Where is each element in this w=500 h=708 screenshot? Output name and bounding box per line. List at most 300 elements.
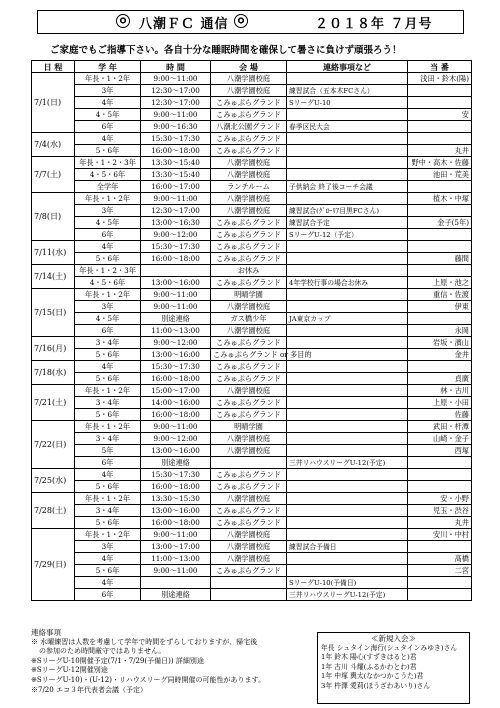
staff-cell: 林・古川 xyxy=(408,385,472,397)
venue-cell: こみゅぷらグランド xyxy=(211,517,287,529)
schedule-row xyxy=(32,109,472,121)
date-cell: 7/18(水) xyxy=(32,361,75,385)
schedule-row xyxy=(32,277,472,289)
grade-cell: 4年 xyxy=(75,469,141,481)
grade-cell: 年長・1・2・3年 xyxy=(75,157,141,169)
header-grade: 学 年 xyxy=(75,61,141,73)
venue-cell: 八潮学園校庭 xyxy=(211,205,287,217)
time-cell: 13:30～15:40 xyxy=(141,157,211,169)
schedule-row xyxy=(32,229,472,241)
schedule-row xyxy=(32,205,472,217)
venue-cell: 八潮学園校庭 xyxy=(211,301,287,313)
venue-cell: こみゅぷらグランド xyxy=(211,409,287,421)
staff-cell xyxy=(408,85,472,97)
grade-cell: 3年 xyxy=(75,301,141,313)
new-member-line: 1年 古川 斗耀(ふるかわとわ)君 xyxy=(321,662,417,671)
grade-cell: 3・4年 xyxy=(75,397,141,409)
contact-cell xyxy=(287,337,408,349)
time-cell: 12:30～17:00 xyxy=(141,205,211,217)
schedule-row xyxy=(32,337,472,349)
grade-cell: 年長・1・2年 xyxy=(75,421,141,433)
grade-cell: 6年 xyxy=(75,457,141,469)
schedule-row xyxy=(32,505,472,517)
schedule-row xyxy=(32,517,472,529)
new-members-heading: ≪新規入会≫ xyxy=(371,634,416,643)
schedule-row xyxy=(32,481,472,493)
staff-cell xyxy=(408,481,472,493)
staff-cell: 伊東 xyxy=(408,301,472,313)
venue-cell: 明晴学園 xyxy=(211,421,287,433)
contact-cell: 練習試合予定 xyxy=(287,217,408,229)
contact-cell xyxy=(287,433,408,445)
venue-cell: 八潮学園校庭 xyxy=(211,529,287,541)
staff-cell: 上原・池之 xyxy=(408,277,472,289)
contact-cell xyxy=(287,445,408,457)
date-cell: 7/25(水) xyxy=(32,469,75,493)
staff-cell xyxy=(408,97,472,109)
schedule-row xyxy=(32,349,472,361)
contact-cell xyxy=(287,421,408,433)
date-cell: 7/29(日) xyxy=(32,529,75,601)
time-cell: 13:30～15:40 xyxy=(141,169,211,181)
staff-cell: 野中・高木・佐藤 xyxy=(408,157,472,169)
contact-section xyxy=(31,628,321,695)
schedule-table xyxy=(31,60,472,601)
staff-cell: 植木・中塚 xyxy=(408,193,472,205)
venue-cell: 八潮学園校庭 xyxy=(211,73,287,85)
grade-cell: 全学年 xyxy=(75,181,141,193)
schedule-row xyxy=(32,457,472,469)
time-cell: 13:00～16:00 xyxy=(141,277,211,289)
contact-cell xyxy=(287,385,408,397)
contact-cell xyxy=(287,253,408,265)
schedule-row xyxy=(32,469,472,481)
venue-cell: 八潮学園校庭 xyxy=(211,193,287,205)
venue-cell: こみゅぷらグランド xyxy=(211,565,287,577)
schedule-row xyxy=(32,193,472,205)
venue-cell: こみゅぷらグランド xyxy=(211,229,287,241)
contact-cell xyxy=(287,241,408,253)
contact-cell xyxy=(287,325,408,337)
time-cell: 16:00～18:00 xyxy=(141,373,211,385)
staff-cell xyxy=(408,265,472,277)
staff-cell: 佐藤 xyxy=(408,409,472,421)
schedule-row xyxy=(32,145,472,157)
contact-cell: 練習試合(ｸﾞﾛｰﾘｱ目黒FCさん) xyxy=(287,205,408,217)
contact-cell xyxy=(287,565,408,577)
venue-cell: 八潮学園校庭 xyxy=(211,445,287,457)
schedule-row xyxy=(32,433,472,445)
time-cell: 13:00～16:00 xyxy=(141,505,211,517)
staff-cell: 浅田・鈴木(陽) xyxy=(408,73,472,85)
staff-cell: 金井 xyxy=(408,349,472,361)
venue-cell: こみゅぷらグランド or 多目的 xyxy=(211,349,287,361)
date-cell: 7/15(日) xyxy=(32,289,75,337)
schedule-row xyxy=(32,421,472,433)
contact-cell: 練習試合（五本木FCさん） xyxy=(287,85,408,97)
venue-cell: 八潮北公園グランド xyxy=(211,121,287,133)
grade-cell: 5・6年 xyxy=(75,145,141,157)
new-member-line: 年長 シュタイン海行(シュタインみゆき)さん xyxy=(321,643,458,652)
grade-cell: 年長・1・2年 xyxy=(75,73,141,85)
schedule-row xyxy=(32,169,472,181)
header-venue: 会 場 xyxy=(211,61,287,73)
issue-date: ２０１８年 ７月号 xyxy=(315,17,433,32)
grade-cell: 5・6年 xyxy=(75,481,141,493)
schedule-body xyxy=(32,73,472,601)
contact-cell: 子供納会 終了後コーチ会議 xyxy=(287,181,408,193)
staff-cell: 貞廣 xyxy=(408,373,472,385)
contact-cell xyxy=(287,169,408,181)
contact-cell xyxy=(287,109,408,121)
contact-cell xyxy=(287,193,408,205)
staff-cell: 金子(5年) xyxy=(408,217,472,229)
venue-cell: こみゅぷらグランド xyxy=(211,109,287,121)
grade-cell: 4年 xyxy=(75,361,141,373)
staff-cell: 武田・杆潭 xyxy=(408,421,472,433)
time-cell: 16:00～18:00 xyxy=(141,145,211,157)
time-cell: 12:30～17:00 xyxy=(141,97,211,109)
schedule-row xyxy=(32,157,472,169)
contact-cell: 春季区民大会 xyxy=(287,121,408,133)
contact-cell xyxy=(287,469,408,481)
date-cell: 7/28(土) xyxy=(32,493,75,529)
staff-cell xyxy=(408,577,472,589)
time-cell: 9:00～11:00 xyxy=(141,289,211,301)
venue-cell: こみゅぷらグランド xyxy=(211,241,287,253)
contact-cell xyxy=(287,553,408,565)
staff-cell: 永岡 xyxy=(408,325,472,337)
schedule-row xyxy=(32,409,472,421)
time-cell: 13:00～17:00 xyxy=(141,541,211,553)
grade-cell: 6年 xyxy=(75,589,141,601)
grade-cell: 6年 xyxy=(75,229,141,241)
venue-cell: お休み xyxy=(211,265,287,277)
time-cell: 9:00～11:00 xyxy=(141,301,211,313)
staff-cell: 西塚 xyxy=(408,445,472,457)
venue-cell: 明晴学園 xyxy=(211,289,287,301)
date-cell: 7/4(水) xyxy=(32,133,75,157)
grade-cell: 年長・1・2年 xyxy=(75,493,141,505)
grade-cell: 5・6年 xyxy=(75,409,141,421)
time-cell: 9:00～11:00 xyxy=(141,529,211,541)
new-member-line: 3年 杵澤 愛莉(ほうざわあいり)さん xyxy=(321,681,431,690)
grade-cell: 3・4年 xyxy=(75,337,141,349)
venue-cell: ランチルーム xyxy=(211,181,287,193)
venue-cell: こみゅぷらグランド xyxy=(211,145,287,157)
title-bar xyxy=(37,10,464,34)
time-cell: 15:30～17:30 xyxy=(141,133,211,145)
schedule-row xyxy=(32,445,472,457)
staff-cell: 二宮 xyxy=(408,565,472,577)
staff-cell: 上原・小田 xyxy=(408,397,472,409)
time-cell: 別途連絡 xyxy=(141,589,211,601)
date-cell: 7/22(日) xyxy=(32,421,75,469)
contact-cell: 三井リハウスリーグU-12(予定) xyxy=(287,589,408,601)
venue-cell: 八潮学園校庭 xyxy=(211,85,287,97)
staff-cell xyxy=(408,229,472,241)
date-cell: 7/1(日) xyxy=(32,73,75,133)
venue-cell xyxy=(211,457,287,469)
grade-cell: 6年 xyxy=(75,121,141,133)
venue-cell: 八潮学園校庭 xyxy=(211,169,287,181)
venue-cell: 八潮学園校庭 xyxy=(211,325,287,337)
time-cell: 11:00～13:00 xyxy=(141,553,211,565)
header-date: 日 程 xyxy=(32,61,75,73)
time-cell: 13:00～16:00 xyxy=(141,445,211,457)
contact-line: ※7/20 エコ３年代表者会議（予定） xyxy=(31,685,147,694)
grade-cell: 3年 xyxy=(75,85,141,97)
contact-cell xyxy=(287,493,408,505)
schedule-row xyxy=(32,265,472,277)
grade-cell: 5・6年 xyxy=(75,517,141,529)
header-time: 時 間 xyxy=(141,61,211,73)
grade-cell: 5・6年 xyxy=(75,565,141,577)
grade-cell: 3年 xyxy=(75,541,141,553)
schedule-row xyxy=(32,253,472,265)
grade-cell: 5・6年 xyxy=(75,373,141,385)
time-cell: 16:00～18:00 xyxy=(141,481,211,493)
staff-cell: 池田・荒美 xyxy=(408,169,472,181)
time-cell: 9:00～11:00 xyxy=(141,565,211,577)
time-cell: 12:30～17:00 xyxy=(141,85,211,97)
grade-cell: 4・5・6年 xyxy=(75,277,141,289)
grade-cell: 年長・1・2年 xyxy=(75,385,141,397)
venue-cell xyxy=(211,589,287,601)
grade-cell: 4年 xyxy=(75,577,141,589)
venue-cell: こみゅぷらグランド xyxy=(211,373,287,385)
contact-cell xyxy=(287,481,408,493)
time-cell: 9:00～12:00 xyxy=(141,433,211,445)
venue-cell: 八潮学園校庭 xyxy=(211,553,287,565)
time-cell: 16:00～18:00 xyxy=(141,253,211,265)
contact-cell xyxy=(287,505,408,517)
date-cell: 7/21(土) xyxy=(32,385,75,421)
time-cell xyxy=(141,577,211,589)
grade-cell: 年長・1・2年 xyxy=(75,529,141,541)
contact-heading: 連絡事項 xyxy=(31,628,61,637)
table-header-row xyxy=(32,61,472,73)
header-staff: 当 番 xyxy=(408,61,472,73)
schedule-row xyxy=(32,181,472,193)
time-cell: 14:00～16:00 xyxy=(141,397,211,409)
contact-line: ※ 水曜練習は人数を考慮して学年で時間をずらしておりますが、帰宅後 xyxy=(31,637,258,646)
time-cell: 13:00～16:30 xyxy=(141,217,211,229)
contact-line: ※SリーグU-10)・(U-12)・リハウスリーグ同時開催の可能性があります。 xyxy=(31,675,265,684)
time-cell: 9:00～11:00 xyxy=(141,193,211,205)
staff-cell xyxy=(408,241,472,253)
new-member-line: 1年 鈴木 陽心(すずきはると)君 xyxy=(321,653,417,662)
staff-cell: 安川・中村 xyxy=(408,529,472,541)
schedule-row xyxy=(32,289,472,301)
time-cell: 13:00～16:00 xyxy=(141,349,211,361)
staff-cell: 丸井 xyxy=(408,517,472,529)
notice-text: ご家庭でもご指導下さい。各自十分な睡眠時間を確保して暑さに負けず頑張ろう！ xyxy=(50,45,402,56)
staff-cell: 安 xyxy=(408,109,472,121)
staff-cell xyxy=(408,133,472,145)
time-cell: 15:30～17:30 xyxy=(141,241,211,253)
contact-cell: 4年学校行事の場合お休み xyxy=(287,277,408,289)
time-cell: 11:00～13:00 xyxy=(141,325,211,337)
new-members-box xyxy=(317,632,470,704)
schedule-row xyxy=(32,241,472,253)
venue-cell: 八潮学園校庭 xyxy=(211,541,287,553)
grade-cell: 4年 xyxy=(75,553,141,565)
time-cell: 9:00～11:00 xyxy=(141,73,211,85)
staff-cell: 髙橋 xyxy=(408,553,472,565)
time-cell: 13:30～15:30 xyxy=(141,493,211,505)
schedule-row xyxy=(32,577,472,589)
venue-cell: こみゅぷらグランド xyxy=(211,133,287,145)
contact-cell: SリーグU-10 xyxy=(287,97,408,109)
time-cell: 9:00～12:00 xyxy=(141,229,211,241)
venue-cell: 八潮学園校庭 xyxy=(211,433,287,445)
venue-cell: 八潮学園校庭 xyxy=(211,385,287,397)
staff-cell: 安・小野 xyxy=(408,493,472,505)
staff-cell xyxy=(408,589,472,601)
contact-line: の参加のため時間厳守ではありません。 xyxy=(39,647,166,656)
header-contact: 連絡事項など xyxy=(287,61,408,73)
grade-cell: 6年 xyxy=(75,325,141,337)
grade-cell: 4年 xyxy=(75,97,141,109)
schedule-row xyxy=(32,373,472,385)
time-cell: 9:00～11:00 xyxy=(141,109,211,121)
schedule-row xyxy=(32,301,472,313)
grade-cell: 4年 xyxy=(75,241,141,253)
contact-cell xyxy=(287,265,408,277)
grade-cell: 4・5年 xyxy=(75,109,141,121)
time-cell: 15:30～17:30 xyxy=(141,469,211,481)
staff-cell: 児玉・渋谷 xyxy=(408,505,472,517)
date-cell: 7/8(日) xyxy=(32,193,75,241)
schedule-row xyxy=(32,385,472,397)
grade-cell: 4年 xyxy=(75,133,141,145)
schedule-row xyxy=(32,217,472,229)
staff-cell xyxy=(408,181,472,193)
schedule-row xyxy=(32,361,472,373)
contact-cell xyxy=(287,517,408,529)
venue-cell: こみゅぷらグランド xyxy=(211,361,287,373)
venue-cell: こみゅぷらグランド xyxy=(211,277,287,289)
staff-cell xyxy=(408,361,472,373)
venue-cell: こみゅぷらグランド xyxy=(211,337,287,349)
soccer-ball-icon xyxy=(234,14,248,28)
staff-cell: 重信・佐渡 xyxy=(408,289,472,301)
contact-cell xyxy=(287,157,408,169)
venue-cell: こみゅぷらグランド xyxy=(211,253,287,265)
contact-cell xyxy=(287,529,408,541)
date-cell: 7/16(月) xyxy=(32,337,75,361)
staff-cell: 岩坂・濱山 xyxy=(408,337,472,349)
staff-cell: 丸井 xyxy=(408,145,472,157)
date-cell: 7/14(土) xyxy=(32,265,75,289)
time-cell xyxy=(141,265,211,277)
time-cell: 16:00～18:00 xyxy=(141,517,211,529)
time-cell: 9:00～16:30 xyxy=(141,121,211,133)
time-cell: 9:00～11:00 xyxy=(141,421,211,433)
grade-cell: 5・6年 xyxy=(75,349,141,361)
schedule-row xyxy=(32,97,472,109)
soccer-ball-icon xyxy=(116,14,130,28)
contact-cell xyxy=(287,73,408,85)
staff-cell xyxy=(408,121,472,133)
staff-cell xyxy=(408,469,472,481)
schedule-row xyxy=(32,397,472,409)
contact-cell xyxy=(287,145,408,157)
schedule-row xyxy=(32,553,472,565)
contact-cell xyxy=(287,397,408,409)
grade-cell: 3・4年 xyxy=(75,505,141,517)
grade-cell: 年長・1・2年 xyxy=(75,193,141,205)
grade-cell: 4・5年 xyxy=(75,313,141,325)
schedule-row xyxy=(32,325,472,337)
staff-cell xyxy=(408,313,472,325)
contact-cell xyxy=(287,133,408,145)
schedule-row xyxy=(32,493,472,505)
contact-line: ※SリーグU-10開催予定(7/1・7/29(予備日)) 詳細別途 xyxy=(31,656,204,665)
schedule-row xyxy=(32,133,472,145)
grade-cell: 年長・1・2年 xyxy=(75,289,141,301)
schedule-row xyxy=(32,565,472,577)
contact-line: ※SリーグU-12開催別途 xyxy=(31,666,108,675)
time-cell: 15:00～17:00 xyxy=(141,385,211,397)
staff-cell: 藤間 xyxy=(408,253,472,265)
contact-cell xyxy=(287,361,408,373)
schedule-row xyxy=(32,541,472,553)
contact-cell: SリーグU-12（予定） xyxy=(287,229,408,241)
contact-cell: 三井リハウスリーグU-12(予定) xyxy=(287,457,408,469)
venue-cell: 八潮学園校庭 xyxy=(211,493,287,505)
time-cell: 別途連絡 xyxy=(141,313,211,325)
grade-cell: 3年 xyxy=(75,205,141,217)
venue-cell: 八潮学園校庭 xyxy=(211,157,287,169)
time-cell: 別途連絡 xyxy=(141,457,211,469)
schedule-row xyxy=(32,73,472,85)
contact-cell: 練習試合予備日 xyxy=(287,541,408,553)
new-member-line: 1年 中塚 輿太(なかつかこうた)君 xyxy=(321,672,424,681)
staff-cell: 山崎・金子 xyxy=(408,433,472,445)
contact-cell xyxy=(287,409,408,421)
venue-cell: こみゅぷらグランド xyxy=(211,505,287,517)
venue-cell: こみゅぷらグランド xyxy=(211,469,287,481)
staff-cell xyxy=(408,205,472,217)
venue-cell: ガス橋少年 xyxy=(211,313,287,325)
grade-cell: 3・4年 xyxy=(75,433,141,445)
staff-cell xyxy=(408,541,472,553)
grade-cell: 4・5・6年 xyxy=(75,169,141,181)
contact-cell xyxy=(287,373,408,385)
schedule-row xyxy=(32,313,472,325)
contact-cell: SリーグU-10(予備日) xyxy=(287,577,408,589)
schedule-row xyxy=(32,85,472,97)
grade-cell: 年長・1・2・3年 xyxy=(75,265,141,277)
contact-cell xyxy=(287,289,408,301)
staff-cell xyxy=(408,457,472,469)
schedule-row xyxy=(32,121,472,133)
venue-cell: こみゅぷらグランド xyxy=(211,97,287,109)
venue-cell: こみゅぷらグランド xyxy=(211,481,287,493)
venue-cell: こみゅぷらグランド xyxy=(211,217,287,229)
time-cell: 15:30～17:30 xyxy=(141,361,211,373)
time-cell: 9:00～12:00 xyxy=(141,337,211,349)
grade-cell: 5年 xyxy=(75,445,141,457)
time-cell: 16:00～17:00 xyxy=(141,181,211,193)
grade-cell: 4・5年 xyxy=(75,217,141,229)
venue-cell xyxy=(211,577,287,589)
contact-cell: JA東京カップ xyxy=(287,313,408,325)
schedule-row xyxy=(32,529,472,541)
date-cell: 7/11(水) xyxy=(32,241,75,265)
